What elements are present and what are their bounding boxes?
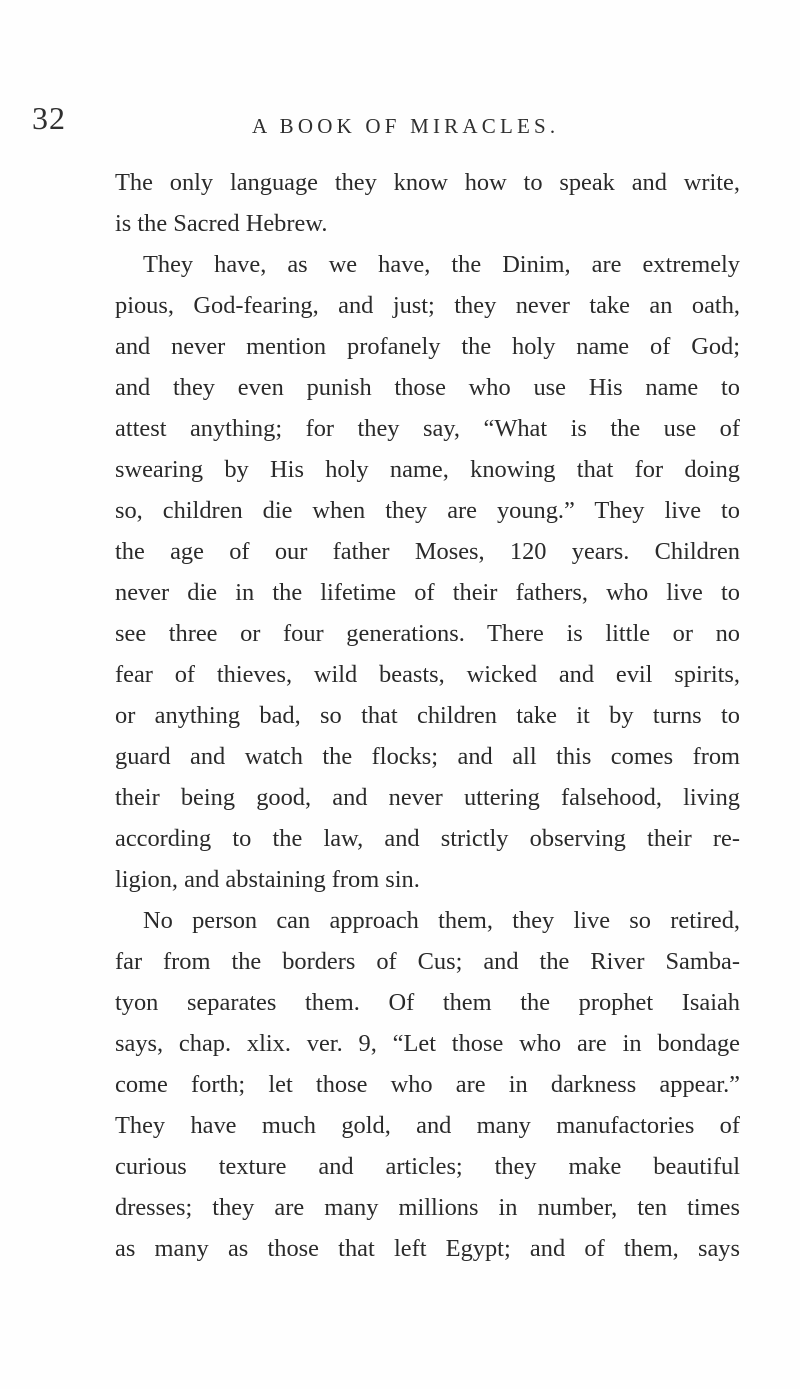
text-line: their being good, and never uttering falsehood, living [115,784,740,811]
text-line: attest anything; for they say, “What is the use of [115,415,740,442]
text-line: says, chap. xlix. ver. 9, “Let those who are in bondage [115,1030,740,1057]
running-title: A BOOK OF MIRACLES. [252,114,560,138]
text-line: according to the law, and strictly observing their re- [115,825,740,852]
text-line: swearing by His holy name, knowing that for doing [115,456,740,483]
text-line: curious texture and articles; they make beautiful [115,1153,740,1180]
text-line: never die in the lifetime of their fathers, who live to [115,579,740,606]
text-line: and never mention profanely the holy name of God; [115,333,740,360]
text-line: tyon separates them. Of them the prophet Isaiah [115,989,740,1016]
body-text [115,162,740,1269]
text-line: far from the borders of Cus; and the River Samba- [115,948,740,975]
text-line: so, children die when they are young.” They live to [115,497,740,524]
text-line: They have, as we have, the Dinim, are extremely [143,251,740,278]
text-line: pious, God-fearing, and just; they never take an oath, [115,292,740,319]
text-line: The only language they know how to speak and write, [115,169,740,196]
text-line: come forth; let those who are in darkness appear.” [115,1071,740,1098]
text-line: guard and watch the flocks; and all this comes from [115,743,740,770]
text-line: No person can approach them, they live so retired, [143,907,740,934]
text-line: is the Sacred Hebrew. [115,210,328,237]
text-line: as many as those that left Egypt; and of them, says [115,1235,740,1262]
text-line: or anything bad, so that children take it by turns to [115,702,740,729]
page-number: 32 [32,100,66,136]
text-line: fear of thieves, wild beasts, wicked and evil spirits, [115,661,740,688]
text-line: see three or four generations. There is little or no [115,620,740,647]
text-line: dresses; they are many millions in number, ten times [115,1194,740,1221]
running-head [0,100,800,150]
text-line: and they even punish those who use His name to [115,374,740,401]
text-line: ligion, and abstaining from sin. [115,866,420,893]
text-line: They have much gold, and many manufactories of [115,1112,740,1139]
text-line: the age of our father Moses, 120 years. Children [115,538,740,565]
